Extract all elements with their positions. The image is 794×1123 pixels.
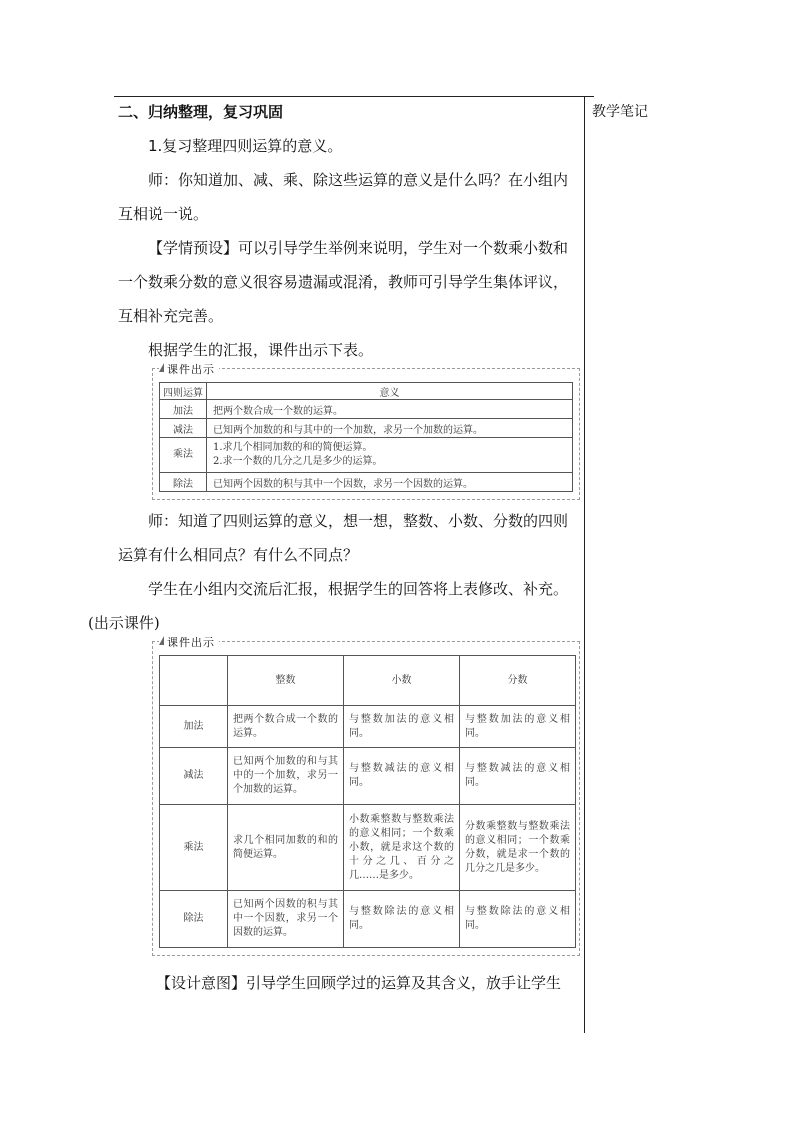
table-row xyxy=(160,706,576,748)
table-row xyxy=(160,400,573,419)
section-heading: 二、归纳整理，复习巩固 xyxy=(118,103,284,121)
lesson-content-3 xyxy=(118,966,580,1000)
operation-name: 乘法 xyxy=(160,438,207,473)
table-row xyxy=(160,748,576,805)
discussion-text xyxy=(88,572,580,640)
fraction-meaning: 与整数加法的意义相同。 xyxy=(460,706,576,748)
operation-name: 减法 xyxy=(160,748,228,805)
fraction-meaning: 分数乘整数与整数乘法的意义相同；一个数乘分数，就是求一个数的几分之几是多少。 xyxy=(460,805,576,891)
column-header-fraction: 分数 xyxy=(460,656,576,706)
meaning-line: 2.求一个数的几分之几是多少的运算。 xyxy=(213,456,383,467)
integer-meaning: 求几个相同加数的和的简便运算。 xyxy=(228,805,344,891)
decimal-meaning: 小数乘整数与整数乘法的意义相同；一个数乘小数，就是求这个数的十分之几、百分之几……是多少。 xyxy=(344,805,460,891)
courseware-box-1 xyxy=(152,363,580,500)
top-rule xyxy=(114,96,594,97)
teaching-notes-label: 教学笔记 xyxy=(592,104,648,120)
design-tag: 【设计意图】 xyxy=(156,974,247,992)
design-text: 引导学生回顾学过的运算及其含义，放手让学生 xyxy=(246,974,562,992)
operation-meaning xyxy=(207,438,573,473)
discussion-sentence: 学生在小组内交流后汇报，根据学生的回答将上表修改、补充。 xyxy=(148,580,569,598)
table-header-row xyxy=(160,656,576,706)
design-intent xyxy=(118,966,580,1000)
preset-tag: 【学情预设】 xyxy=(148,239,239,257)
table-header-row xyxy=(160,383,573,400)
report-text: 根据学生的汇报，课件出示下表。 xyxy=(148,341,374,359)
operation-name: 除法 xyxy=(160,891,228,948)
operation-meaning: 已知两个因数的积与其中一个因数，求另一个因数的运算。 xyxy=(207,473,573,492)
lesson-content-2 xyxy=(88,504,580,640)
operation-meaning: 把两个数合成一个数的运算。 xyxy=(207,400,573,419)
operation-name: 减法 xyxy=(160,419,207,438)
operation-meaning: 已知两个加数的和与其中的一个加数，求另一个加数的运算。 xyxy=(207,419,573,438)
show-courseware-note: (出示课件) xyxy=(88,614,160,632)
decimal-meaning: 与整数除法的意义相同。 xyxy=(344,891,460,948)
decimal-meaning: 与整数加法的意义相同。 xyxy=(344,706,460,748)
corner-cell xyxy=(160,656,228,706)
column-header-meaning: 意义 xyxy=(207,383,573,400)
teacher-question-1: 师：你知道加、减、乘、除这些运算的意义是什么吗？在小组内互相说一说。 xyxy=(118,171,569,223)
integer-meaning: 已知两个因数的积与其中一个因数，求另一个因数的运算。 xyxy=(228,891,344,948)
operation-name: 加法 xyxy=(160,400,207,419)
learning-preset xyxy=(118,231,580,333)
table-row xyxy=(160,891,576,948)
column-header-integer: 整数 xyxy=(228,656,344,706)
courseware-label-1: 课件出示 xyxy=(159,361,219,377)
column-header-decimal: 小数 xyxy=(344,656,460,706)
table-row xyxy=(160,438,573,473)
courseware-box-2 xyxy=(152,636,580,956)
column-header-operation: 四则运算 xyxy=(160,383,207,400)
teacher-question-2: 师：知道了四则运算的意义，想一想，整数、小数、分数的四则运算有什么相同点？有什么不同点？ xyxy=(118,512,569,564)
operations-meaning-table xyxy=(159,382,573,492)
meaning-line: 1.求几个相同加数的和的简便运算。 xyxy=(213,442,373,453)
integer-meaning: 已知两个加数的和与其中的一个加数，求另一个加数的运算。 xyxy=(228,748,344,805)
item-1: 1.复习整理四则运算的意义。 xyxy=(148,137,343,155)
courseware-label-2: 课件出示 xyxy=(159,634,219,650)
operation-name: 乘法 xyxy=(160,805,228,891)
table-row xyxy=(160,419,573,438)
operations-comparison-table xyxy=(159,655,576,948)
fraction-meaning: 与整数减法的意义相同。 xyxy=(460,748,576,805)
decimal-meaning: 与整数减法的意义相同。 xyxy=(344,748,460,805)
lesson-content xyxy=(118,101,580,367)
table-row xyxy=(160,805,576,891)
operation-name: 加法 xyxy=(160,706,228,748)
notes-divider xyxy=(584,96,585,1033)
fraction-meaning: 与整数除法的意义相同。 xyxy=(460,891,576,948)
operation-name: 除法 xyxy=(160,473,207,492)
table-row xyxy=(160,473,573,492)
preset-text: 可以引导学生举例来说明，学生对一个数乘小数和一个数乘分数的意义很容易遗漏或混淆，教师可引导学生集体评议，互相补充完善。 xyxy=(118,239,569,325)
integer-meaning: 把两个数合成一个数的运算。 xyxy=(228,706,344,748)
